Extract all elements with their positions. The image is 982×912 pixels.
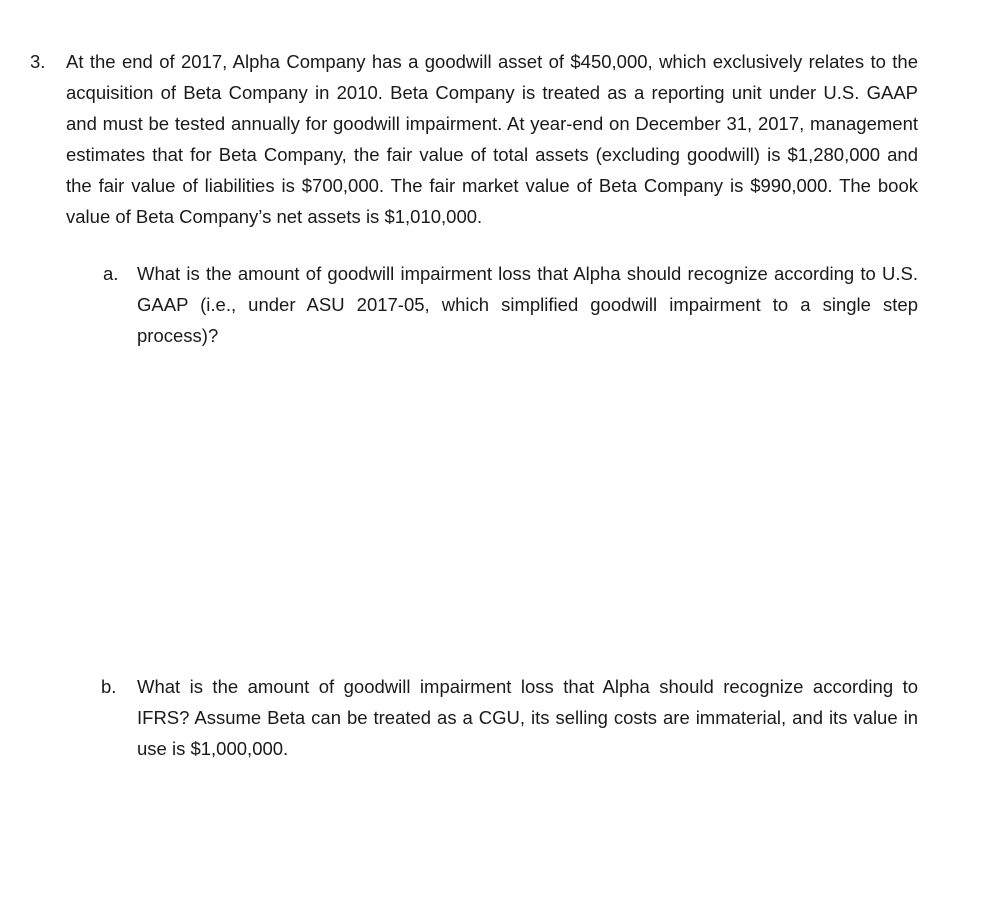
question-number: 3.: [30, 51, 46, 72]
subquestion-a-marker: a.: [103, 263, 119, 284]
subquestion-a-text: What is the amount of goodwill impairment loss that Alpha should recognize according to U.S. GAAP (i.e., under ASU 2017-05, which simplified goodwill impairment to a single step process)?: [137, 263, 918, 346]
subquestion-b-marker: b.: [101, 676, 117, 697]
subquestion-b-text: What is the amount of goodwill impairment loss that Alpha should recognize according to IFRS? Assume Beta can be treated as a CGU, its selling costs are immaterial, and its value in use is $1,000,000.: [137, 676, 918, 759]
question-text: At the end of 2017, Alpha Company has a goodwill asset of $450,000, which exclusively relates to the acquisition of Beta Company in 2010. Beta Company is treated as a reporting unit under U.S. GAAP and must be tested annually for goodwill impairment. At year-end on December 31, 2017, management estimates that for Beta Company, the fair value of total assets (excluding goodwill) is $1,280,000 and the fair value of liabilities is $700,000. The fair market value of Beta Company is $990,000. The book value of Beta Company’s net assets is $1,010,000.: [66, 51, 918, 227]
